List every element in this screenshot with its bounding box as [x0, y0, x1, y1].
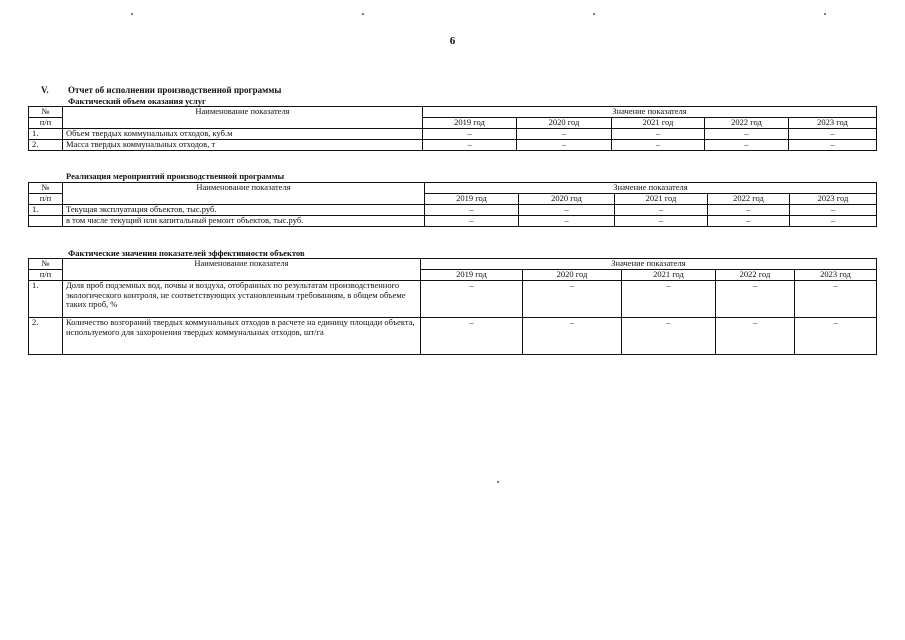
row-value: – — [790, 205, 877, 216]
year-header: 2020 год — [517, 118, 612, 129]
row-name: в том числе текущий или капитальный ремонт объектов, тыс.руб. — [63, 216, 425, 227]
header-num: № — [29, 107, 63, 118]
header-name: Наименование показателя — [63, 107, 423, 129]
row-value: – — [517, 140, 612, 151]
row-name: Объем твердых коммунальных отходов, куб.м — [63, 129, 423, 140]
table-program-measures — [28, 182, 877, 227]
scan-speck — [824, 13, 826, 15]
row-value: – — [615, 216, 708, 227]
year-header: 2021 год — [615, 194, 708, 205]
table-row — [29, 281, 877, 318]
section-number: V. — [41, 85, 49, 95]
row-value: – — [519, 205, 615, 216]
year-header: 2023 год — [790, 194, 877, 205]
table-row — [29, 140, 877, 151]
row-value: – — [708, 205, 790, 216]
row-value: – — [423, 129, 517, 140]
row-value: – — [517, 129, 612, 140]
year-header: 2019 год — [425, 194, 519, 205]
row-num: 2. — [29, 140, 63, 151]
row-name: Количество возгораний твердых коммунальных отходов в расчете на единицу площади объекта, используемого для захоронения твердых коммунальных отходов, шт/га — [63, 318, 421, 355]
row-value: – — [523, 318, 622, 355]
header-num: № — [29, 259, 63, 270]
row-value: – — [622, 281, 716, 318]
scan-speck — [131, 13, 133, 15]
header-value: Значение показателя — [421, 259, 877, 270]
row-value: – — [612, 129, 705, 140]
row-value: – — [789, 129, 877, 140]
section-heading — [41, 85, 281, 95]
row-value: – — [795, 318, 877, 355]
page-number: 6 — [449, 35, 456, 47]
year-header: 2021 год — [622, 270, 716, 281]
year-header: 2020 год — [523, 270, 622, 281]
table-row — [29, 129, 877, 140]
row-value: – — [716, 318, 795, 355]
row-value: – — [519, 216, 615, 227]
row-num: 2. — [29, 318, 63, 355]
row-value: – — [795, 281, 877, 318]
row-num — [29, 216, 63, 227]
year-header: 2023 год — [795, 270, 877, 281]
year-header: 2021 год — [612, 118, 705, 129]
table-row — [29, 205, 877, 216]
row-value: – — [421, 318, 523, 355]
row-value: – — [421, 281, 523, 318]
year-header: 2022 год — [708, 194, 790, 205]
header-name: Наименование показателя — [63, 259, 421, 281]
section-title: Отчет об исполнении производственной программы — [68, 85, 282, 95]
row-num: 1. — [29, 129, 63, 140]
header-value: Значение показателя — [423, 107, 877, 118]
header-name: Наименование показателя — [63, 183, 425, 205]
row-value: – — [423, 140, 517, 151]
row-value: – — [705, 140, 789, 151]
year-header: 2022 год — [716, 270, 795, 281]
year-header: 2019 год — [421, 270, 523, 281]
row-value: – — [716, 281, 795, 318]
row-value: – — [622, 318, 716, 355]
table-services-volume — [28, 106, 877, 151]
year-header: 2019 год — [423, 118, 517, 129]
header-num-2: п/п — [29, 118, 63, 129]
table-2-title: Реализация мероприятий производственной программы — [66, 171, 285, 181]
table-1-title: Фактический объем оказания услуг — [68, 96, 206, 106]
header-num-2: п/п — [29, 270, 63, 281]
row-name: Доля проб подземных вод, почвы и воздуха, отобранных по результатам производственного экологического контроля, не соответствующих установленным требованиям, в общем объеме таких проб, % — [63, 281, 421, 318]
row-value: – — [790, 216, 877, 227]
row-num: 1. — [29, 281, 63, 318]
header-num: № — [29, 183, 63, 194]
row-value: – — [615, 205, 708, 216]
row-value: – — [612, 140, 705, 151]
header-num-2: п/п — [29, 194, 63, 205]
year-header: 2022 год — [705, 118, 789, 129]
year-header: 2023 год — [789, 118, 877, 129]
header-value: Значение показателя — [425, 183, 877, 194]
row-value: – — [425, 205, 519, 216]
table-row — [29, 318, 877, 355]
row-value: – — [708, 216, 790, 227]
table-row — [29, 216, 877, 227]
row-value: – — [789, 140, 877, 151]
row-name: Масса твердых коммунальных отходов, т — [63, 140, 423, 151]
year-header: 2020 год — [519, 194, 615, 205]
table-efficiency-indicators — [28, 258, 877, 355]
row-value: – — [523, 281, 622, 318]
scan-speck — [362, 13, 364, 15]
row-num: 1. — [29, 205, 63, 216]
scan-speck — [593, 13, 595, 15]
row-value: – — [705, 129, 789, 140]
scan-speck — [497, 481, 499, 483]
table-3-title: Фактические значения показателей эффективности объектов — [68, 248, 305, 258]
row-name: Текущая эксплуатация объектов, тыс.руб. — [63, 205, 425, 216]
row-value: – — [425, 216, 519, 227]
